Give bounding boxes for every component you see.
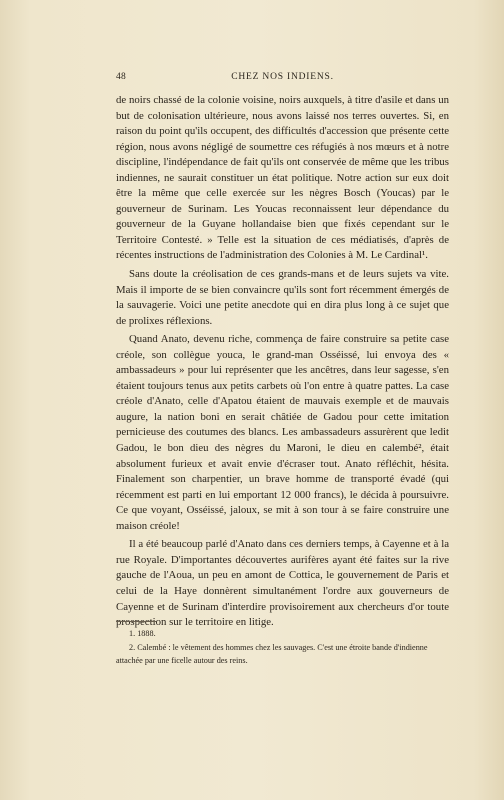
paragraph: Sans doute la créolisation de ces grands-mans et de leurs sujets va vite. Mais il importe de se bien convaincre qu'ils sont fort récemment émergés de la sauvagerie. Voici une petite anecdote qui en dira plus long à ce sujet que de prolixes réflexions. [116, 268, 449, 327]
paragraph: Quand Anato, devenu riche, commença de faire construire sa petite case créole, son collègue youca, le grand-man Osséissé, lui envoya des « ambassadeurs » pour lui représenter que les ancêtres, dans leur sagesse, s'en étaient toujours tenus aux petits carbets où l'on entre à quatre pattes. La case créole d'Anato, celle d'Apatou étaient de mauvais exemple et de mauvais augure, la nation boni en serait châtiée de Gadou pour cette imitation pernicieuse des coutumes des blancs. Les ambassadeurs assurèrent que ledit Gadou, le bon dieu des nègres du Maroni, le dieu en calembé², était absolument furieux et avait envie d'écraser tout. Anato réfléchit, hésita. Finalement son charpentier, un brave homme de transporté évadé (qui récemment est parti en lui emportant 12 000 francs), le décida à poursuivre. Ce que voyant, Osséissé, jaloux, se mit à son tour à se faire construire une maison créole! [116, 333, 449, 532]
footnote-divider [116, 621, 156, 622]
paragraph-continued: de noirs chassé de la colonie voisine, noirs auxquels, à titre d'asile et dans un but de colonisation ultérieure, nous avons laissé nos terres ouvertes. Si, en raison du point qu'ils occupent, des difficultés d'accession que présente cette région, nous avons négligé de soumettre ces réfugiés à nos mœurs et à notre discipline, l'indépendance de fait qu'ils ont conservée de même que les tribus indiennes, ne saurait constituer un état politique. Notre action sur eux doit être la même que celle exercée sur les nègres Bosch (Youcas) par le gouverneur de Surinam. Les Youcas reconnaissent leur dépendance du gouverneur de la Guyane hollandaise bien que fixés cependant sur le Territoire Contesté. » Telle est la situation de ces médiatisés, d'après de récentes instructions de l'administration des Colonies à M. Le Cardinal¹. [116, 94, 449, 262]
paragraph: Il a été beaucoup parlé d'Anato dans ces derniers temps, à Cayenne et à la rue Royale. D'importantes découvertes aurifères ayant été faites sur la rive gauche de l'Aoua, un peu en amont de Cottica, le gouvernement de Paris et celui de la Haye donnèrent simultanément l'ordre aux gouverneurs de Cayenne et de Surinam d'interdire provisoirement aux chercheurs d'or toute prospection sur le territoire en litige. [116, 538, 449, 629]
running-title: CHEZ NOS INDIENS. [231, 72, 334, 82]
page-number: 48 [116, 72, 127, 82]
footnote-1: 1. 1888. [129, 629, 156, 638]
main-text [116, 93, 449, 634]
footnotes [116, 627, 449, 668]
footnote-2: 2. Calembé : le vêtement des hommes chez les sauvages. C'est une étroite bande d'indienne attachée par une ficelle autour des reins. [116, 642, 428, 666]
running-header [116, 72, 449, 86]
